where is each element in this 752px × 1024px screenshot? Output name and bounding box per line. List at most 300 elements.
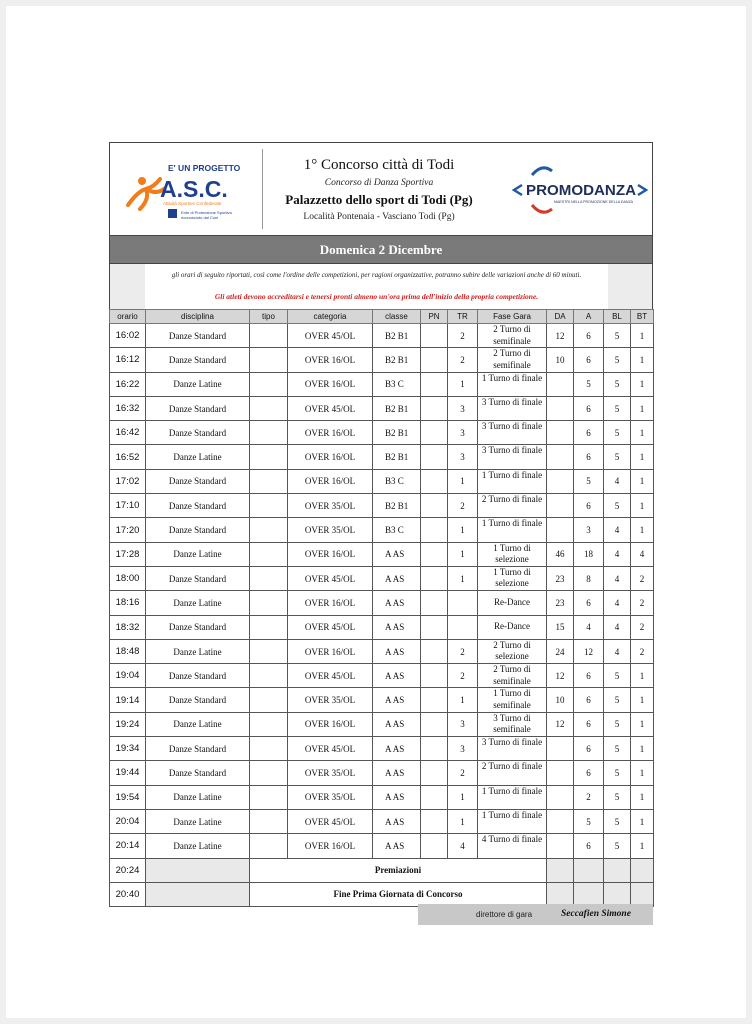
table-cell: 6 [574,324,604,348]
table-cell: A AS [373,785,421,809]
table-cell: A AS [373,639,421,663]
table-cell: 3 [448,712,478,736]
notice-right-shade [608,264,652,309]
table-row [110,664,654,688]
document-header [109,142,653,235]
table-cell-empty [631,858,654,882]
table-cell [421,737,448,761]
table-cell [250,712,288,736]
table-cell: 2 [631,566,654,590]
table-cell [421,542,448,566]
table-cell [547,785,574,809]
table-cell [547,372,574,396]
table-cell-empty [146,882,250,906]
table-cell: 3 Turno di finale [478,396,547,420]
event-title: 1° Concorso città di Todi [303,157,455,173]
table-cell: 1 [448,809,478,833]
table-cell: 4 [604,566,631,590]
table-cell: 4 [604,591,631,615]
table-cell: Danze Standard [146,761,250,785]
table-cell: 5 [604,372,631,396]
table-cell [448,591,478,615]
table-cell: 4 [604,639,631,663]
table-cell: OVER 16/OL [288,445,373,469]
table-cell: 2 [631,591,654,615]
table-cell: 10 [547,688,574,712]
asc-logo-sub1: Ente di Promozione Sportiva [181,210,232,215]
table-cell [421,518,448,542]
promodanza-tagline: MAESTRI NELLA PROMOZIONE DELLA DANZA [554,200,634,204]
table-cell: 1 [631,761,654,785]
table-cell: 16:42 [110,421,146,445]
table-cell: 1 [631,737,654,761]
table-cell [421,494,448,518]
table-cell: 18:48 [110,639,146,663]
asc-logo [110,143,262,235]
promodanza-logo [510,161,650,219]
table-cell: A AS [373,542,421,566]
column-header: DA [547,310,574,324]
table-cell-empty [604,858,631,882]
table-cell: 2 Turno di semifinale [478,664,547,688]
notice-left-shade [110,264,145,309]
table-cell: 1 [631,396,654,420]
table-cell [250,834,288,858]
table-cell: 17:28 [110,542,146,566]
table-cell: OVER 45/OL [288,615,373,639]
table-cell: 12 [547,712,574,736]
table-cell: OVER 35/OL [288,688,373,712]
table-row [110,542,654,566]
column-header: Fase Gara [478,310,547,324]
table-row-summary [110,882,654,906]
table-cell [547,761,574,785]
table-cell: 6 [574,712,604,736]
table-cell [421,469,448,493]
table-cell [421,712,448,736]
table-cell: 4 [604,518,631,542]
table-cell: 17:10 [110,494,146,518]
table-cell: 2 Turno di selezione [478,639,547,663]
table-cell: 18:32 [110,615,146,639]
table-cell: 2 [448,761,478,785]
table-cell: 1 [631,834,654,858]
table-cell-empty [146,858,250,882]
table-cell: Re-Dance [478,615,547,639]
column-header: PN [421,310,448,324]
table-cell: 8 [574,566,604,590]
table-cell-empty [574,858,604,882]
table-cell: Danze Standard [146,615,250,639]
table-cell-empty [631,882,654,906]
table-cell: A AS [373,664,421,688]
table-cell [421,809,448,833]
table-cell [421,688,448,712]
table-cell: 1 [631,494,654,518]
table-cell [421,566,448,590]
table-cell: 10 [547,348,574,372]
table-cell: 16:12 [110,348,146,372]
table-cell: 1 [631,324,654,348]
table-cell [250,324,288,348]
table-cell [250,469,288,493]
table-cell: 19:24 [110,712,146,736]
table-cell-merged: Premiazioni [250,858,547,882]
table-cell [250,348,288,372]
header-titles [263,143,495,235]
table-cell: 20:40 [110,882,146,906]
table-cell [250,737,288,761]
table-cell: 5 [604,445,631,469]
table-body [110,324,654,907]
table-cell [250,445,288,469]
table-row [110,518,654,542]
table-cell: 1 [448,518,478,542]
table-row [110,615,654,639]
table-cell: OVER 45/OL [288,737,373,761]
table-cell: 5 [604,324,631,348]
table-cell: 1 [631,372,654,396]
table-cell: 5 [604,712,631,736]
table-cell: 4 [574,615,604,639]
table-cell: B3 C [373,469,421,493]
table-cell [421,372,448,396]
table-cell: 5 [604,761,631,785]
table-row [110,809,654,833]
table-cell [421,785,448,809]
table-cell: 1 [631,664,654,688]
table-cell [421,761,448,785]
table-cell: 3 Turno di finale [478,421,547,445]
table-cell: 6 [574,348,604,372]
table-cell: 1 [448,785,478,809]
table-cell: 12 [547,664,574,688]
table-cell [421,639,448,663]
table-cell [547,469,574,493]
table-cell [250,809,288,833]
table-cell [250,761,288,785]
table-cell: 5 [604,664,631,688]
table-cell: 5 [604,834,631,858]
table-cell: 20:24 [110,858,146,882]
table-row [110,688,654,712]
table-row [110,566,654,590]
table-cell: 6 [574,664,604,688]
table-cell [421,445,448,469]
notice-accreditation-warning: Gli atleti devono accreditarsi e tenersi pronti almeno un'ora prima dell'inizio della propria competizione. [214,292,539,301]
table-cell [421,421,448,445]
table-cell: Danze Latine [146,639,250,663]
table-cell: 1 [631,469,654,493]
table-cell: 19:34 [110,737,146,761]
table-cell: 16:02 [110,324,146,348]
table-cell [250,372,288,396]
table-cell: 1 Turno di finale [478,469,547,493]
table-cell: 24 [547,639,574,663]
column-header: TR [448,310,478,324]
table-cell: OVER 45/OL [288,324,373,348]
table-cell [547,737,574,761]
table-cell: 1 [631,348,654,372]
table-row [110,785,654,809]
table-cell [250,785,288,809]
table-cell [547,445,574,469]
table-cell: OVER 35/OL [288,785,373,809]
table-cell: OVER 16/OL [288,542,373,566]
table-row [110,372,654,396]
table-cell: OVER 16/OL [288,591,373,615]
table-cell: 15 [547,615,574,639]
table-cell: B2 B1 [373,421,421,445]
table-cell: 16:32 [110,396,146,420]
table-cell: 18:00 [110,566,146,590]
table-cell: 20:14 [110,834,146,858]
table-cell: OVER 45/OL [288,396,373,420]
table-cell: 5 [574,809,604,833]
notice-schedule-variation: gli orari di seguito riportati, così come l'ordine delle competizioni, per ragioni organizzative, potranno subire delle variazioni anche di 60 minuti. [171,271,582,279]
table-cell: Danze Latine [146,809,250,833]
table-row [110,494,654,518]
table-row [110,469,654,493]
table-cell: 3 [448,737,478,761]
table-cell: B2 B1 [373,324,421,348]
table-cell: 18:16 [110,591,146,615]
table-cell [250,494,288,518]
table-header-row [110,310,654,324]
asc-logo-sub2: riconosciuto dal Coni [181,215,219,220]
column-header: BL [604,310,631,324]
table-cell: 4 [448,834,478,858]
table-cell: OVER 16/OL [288,834,373,858]
table-row [110,396,654,420]
table-cell: A AS [373,737,421,761]
schedule-document [109,142,653,919]
table-cell: 17:20 [110,518,146,542]
column-header: tipo [250,310,288,324]
asc-logo-brand: A.S.C. [160,176,228,202]
table-cell: 3 Turno di semifinale [478,712,547,736]
table-cell: 6 [574,445,604,469]
table-cell: A AS [373,566,421,590]
table-cell: Danze Latine [146,712,250,736]
table-row [110,445,654,469]
table-cell: 1 [631,712,654,736]
table-cell: 23 [547,591,574,615]
event-subtitle: Concorso di Danza Sportiva [324,178,434,188]
table-cell: 5 [604,396,631,420]
table-cell: OVER 16/OL [288,372,373,396]
table-cell: Danze Standard [146,494,250,518]
table-cell: 1 [631,445,654,469]
table-cell: 2 [631,639,654,663]
table-cell [547,809,574,833]
table-cell: B2 B1 [373,348,421,372]
table-cell: 1 [631,421,654,445]
table-cell: OVER 35/OL [288,518,373,542]
table-row [110,421,654,445]
table-cell: Danze Latine [146,785,250,809]
table-cell: 2 [448,324,478,348]
table-cell: Danze Standard [146,688,250,712]
table-cell: 16:22 [110,372,146,396]
table-cell [421,396,448,420]
table-cell [250,688,288,712]
table-cell: OVER 16/OL [288,712,373,736]
table-cell: A AS [373,761,421,785]
table-cell [250,615,288,639]
table-cell: OVER 16/OL [288,421,373,445]
column-header: disciplina [146,310,250,324]
table-cell: 1 [448,566,478,590]
table-row-summary [110,858,654,882]
table-cell: 1 [448,542,478,566]
table-cell: 3 [448,396,478,420]
table-row [110,348,654,372]
table-cell: 19:14 [110,688,146,712]
table-cell: Danze Standard [146,469,250,493]
table-cell: 1 [631,518,654,542]
table-cell: A AS [373,591,421,615]
table-cell [421,324,448,348]
table-cell: 1 Turno di finale [478,785,547,809]
table-cell-merged: Fine Prima Giornata di Concorso [250,882,547,906]
table-cell: 3 [448,445,478,469]
table-cell: 4 Turno di finale [478,834,547,858]
table-cell: 6 [574,396,604,420]
table-cell: 1 Turno di finale [478,518,547,542]
table-cell: Danze Latine [146,445,250,469]
table-cell [250,566,288,590]
table-cell: 19:54 [110,785,146,809]
table-cell: OVER 16/OL [288,469,373,493]
table-cell: 3 Turno di finale [478,445,547,469]
table-row [110,639,654,663]
promodanza-brand: PROMODANZA [526,182,637,199]
table-cell: 3 [448,421,478,445]
table-cell: A AS [373,688,421,712]
table-cell-empty [604,882,631,906]
table-row [110,737,654,761]
table-cell: 1 [448,372,478,396]
day-title: Domenica 2 Dicembre [109,235,653,264]
table-cell: 1 Turno di selezione [478,542,547,566]
footer-bar [418,904,653,925]
table-cell: 2 [448,348,478,372]
event-venue: Palazzetto dello sport di Todi (Pg) [285,192,473,207]
column-header: BT [631,310,654,324]
table-cell: 4 [604,542,631,566]
table-cell [547,421,574,445]
table-cell: Danze Latine [146,591,250,615]
table-cell: Danze Latine [146,542,250,566]
table-cell: 4 [604,615,631,639]
table-cell: A AS [373,834,421,858]
table-cell: 6 [574,421,604,445]
table-cell [421,591,448,615]
table-cell: 2 [574,785,604,809]
table-cell: A AS [373,809,421,833]
table-cell: 4 [604,469,631,493]
table-cell: OVER 45/OL [288,809,373,833]
table-cell: OVER 35/OL [288,494,373,518]
table-cell: 1 Turno di semifinale [478,688,547,712]
table-cell [547,396,574,420]
table-cell: A AS [373,712,421,736]
table-cell: OVER 16/OL [288,348,373,372]
table-cell: 1 Turno di selezione [478,566,547,590]
table-cell: 6 [574,688,604,712]
table-cell [250,542,288,566]
notice-box [109,264,653,309]
table-cell-empty [547,882,574,906]
table-cell: B2 B1 [373,396,421,420]
table-cell [250,639,288,663]
table-cell [448,615,478,639]
table-cell: 6 [574,737,604,761]
promodanza-arc-top [532,168,552,175]
table-row [110,761,654,785]
table-cell: 6 [574,761,604,785]
table-cell: A AS [373,615,421,639]
table-cell: 5 [604,737,631,761]
table-row [110,324,654,348]
table-row [110,712,654,736]
table-cell: 46 [547,542,574,566]
table-cell: 12 [547,324,574,348]
table-cell: 6 [574,494,604,518]
table-cell [547,834,574,858]
table-cell: 3 Turno di finale [478,737,547,761]
table-cell: 5 [604,494,631,518]
table-cell: Danze Standard [146,421,250,445]
table-cell [547,518,574,542]
table-cell [421,615,448,639]
table-row [110,591,654,615]
table-cell: Danze Standard [146,737,250,761]
table-cell: 19:44 [110,761,146,785]
table-cell [250,518,288,542]
table-cell: Danze Standard [146,518,250,542]
table-cell: Danze Standard [146,324,250,348]
table-cell: 2 [631,615,654,639]
table-cell: 3 [574,518,604,542]
table-cell: 5 [574,372,604,396]
table-cell: 1 [448,469,478,493]
table-cell: Danze Latine [146,372,250,396]
table-cell: 5 [604,421,631,445]
table-cell: 20:04 [110,809,146,833]
table-cell [547,494,574,518]
asc-logo-tagline: Attività Sportive Confederate [163,201,222,206]
table-cell [421,834,448,858]
table-cell: 12 [574,639,604,663]
column-header: classe [373,310,421,324]
table-cell-empty [574,882,604,906]
asc-logo-line1: E' UN PROGETTO [168,163,241,173]
table-cell: 2 [448,639,478,663]
event-location: Località Pontenaia - Vasciano Todi (Pg) [303,212,455,222]
table-cell: OVER 16/OL [288,639,373,663]
table-cell: 17:02 [110,469,146,493]
table-cell: OVER 45/OL [288,664,373,688]
table-cell [250,421,288,445]
document-page [6,6,746,1018]
table-cell: 2 Turno di finale [478,761,547,785]
table-cell: 19:04 [110,664,146,688]
table-cell: Danze Latine [146,834,250,858]
table-cell: OVER 45/OL [288,566,373,590]
column-header: categoria [288,310,373,324]
